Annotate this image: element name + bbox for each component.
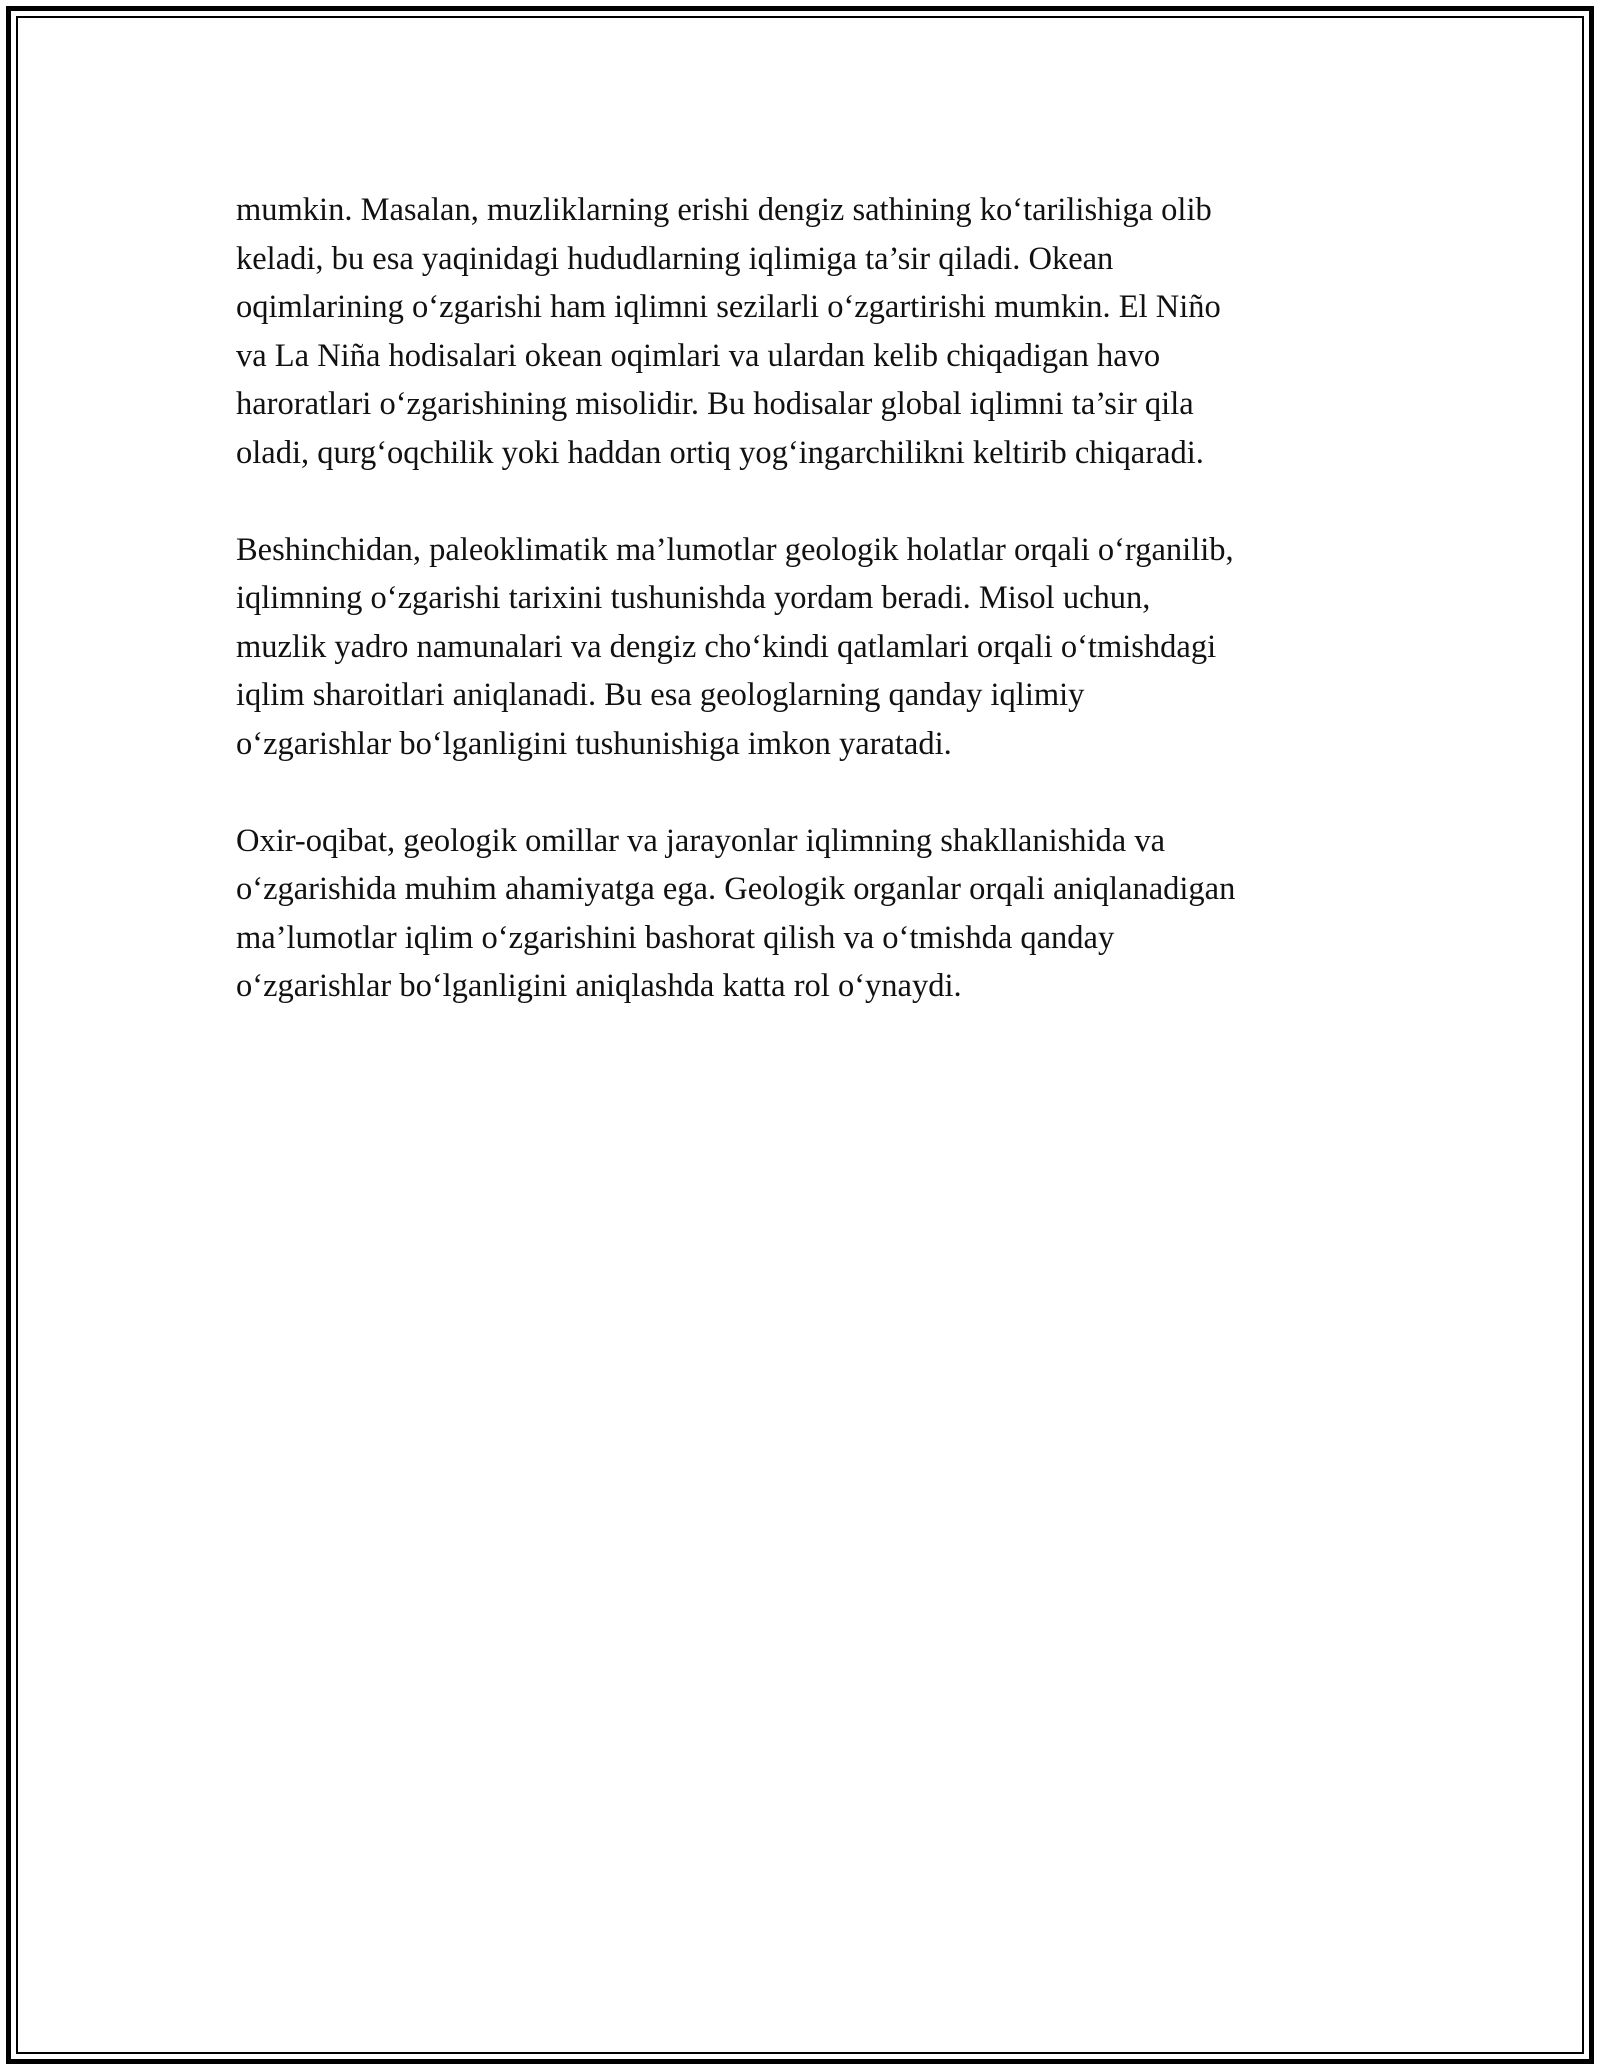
text-line: iqlimning o‘zgarishi tarixini tushunishda yordam beradi. Misol uchun, <box>236 580 1151 616</box>
text-line: ma’lumotlar iqlim o‘zgarishini bashorat qilish va o‘tmishda qanday <box>236 919 1115 956</box>
paragraph-conclusion <box>236 817 1386 1011</box>
text-line: oqimlarining o‘zgarishi ham iqlimni sezilarli o‘zgartirishi mumkin. El Niño <box>236 289 1221 325</box>
paragraph-paleoclimate <box>236 526 1386 769</box>
text-line: va La Niña hodisalari okean oqimlari va ulardan kelib chiqadigan havo <box>236 337 1161 374</box>
text-line: haroratlari o‘zgarishining misolidir. Bu hodisalar global iqlimni ta’sir qila <box>236 386 1194 422</box>
paragraph-climate-currents <box>236 186 1386 477</box>
text-line: o‘zgarishlar bo‘lganligini tushunishiga imkon yaratadi. <box>236 725 952 762</box>
text-line: keladi, bu esa yaqinidagi hududlarning iqlimiga ta’sir qiladi. Okean <box>236 240 1114 277</box>
text-line: muzlik yadro namunalari va dengiz cho‘kindi qatlamlari orqali o‘tmishdagi <box>236 628 1217 665</box>
text-line: oladi, qurg‘oqchilik yoki haddan ortiq yog‘ingarchilikni keltirib chiqaradi. <box>236 434 1204 471</box>
text-line: o‘zgarishlar bo‘lganligini aniqlashda katta rol o‘ynaydi. <box>236 968 962 1004</box>
page-content <box>236 186 1386 1011</box>
text-line: Oxir-oqibat, geologik omillar va jarayonlar iqlimning shakllanishida va <box>236 822 1165 859</box>
text-line: mumkin. Masalan, muzliklarning erishi dengiz sathining ko‘tarilishiga olib <box>236 192 1212 228</box>
text-line: iqlim sharoitlari aniqlanadi. Bu esa geologlarning qanday iqlimiy <box>236 677 1085 713</box>
text-line: Beshinchidan, paleoklimatik ma’lumotlar geologik holatlar orqali o‘rganilib, <box>236 531 1234 568</box>
text-line: o‘zgarishida muhim ahamiyatga ega. Geologik organlar orqali aniqlanadigan <box>236 871 1236 907</box>
